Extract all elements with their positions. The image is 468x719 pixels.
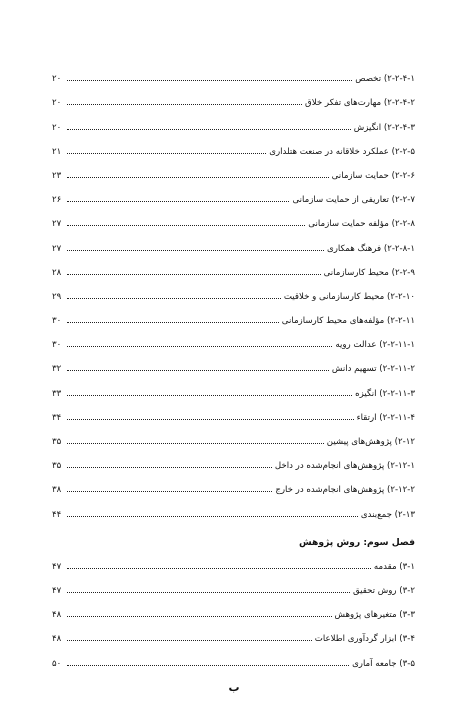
toc-entry-page-number: ۲۰ <box>52 98 62 109</box>
toc-entry-page-number: ۲۰ <box>52 122 62 133</box>
toc-entry <box>52 376 415 400</box>
toc-entry-page-number: ۲۸ <box>52 267 62 278</box>
toc-dot-leader <box>67 515 358 517</box>
table-of-contents <box>52 62 415 671</box>
toc-chapter-heading <box>52 522 415 550</box>
toc-dot-leader <box>67 442 324 444</box>
toc-entry <box>52 135 415 159</box>
toc-entry-page-number: ۳۸ <box>52 485 62 496</box>
toc-entry <box>52 401 415 425</box>
toc-entry-page-number: ۴۴ <box>52 509 62 520</box>
toc-dot-leader <box>67 128 351 130</box>
toc-entry-title: ۲-۲-۸-۱) فرهنگ همکاری <box>326 243 415 254</box>
toc-entry-title: ۲-۲-۴-۲) مهارت‌های تفکر خلاق <box>305 98 415 109</box>
toc-entry-page-number: ۳۴ <box>52 412 62 423</box>
toc-entry-title: ۳-۲) روش تحقیق <box>353 585 415 596</box>
toc-entry <box>52 159 415 183</box>
toc-dot-leader <box>67 591 350 593</box>
toc-dot-leader <box>67 79 352 81</box>
toc-dot-leader <box>67 321 279 323</box>
toc-entry-title: ۲-۲-۱۱-۴) ارتقاء <box>356 412 415 423</box>
toc-entry-page-number: ۵۰ <box>52 658 62 669</box>
toc-entry-title: ۲-۲-۵) عملکرد خلاقانه در صنعت هتلداری <box>269 146 415 157</box>
toc-entry-title: ۲-۲-۱۱-۱) عدالت رویه <box>335 340 415 351</box>
toc-entry-title: ۲-۲-۷) تعاریفی از حمایت سازمانی <box>292 195 415 206</box>
toc-dot-leader <box>67 466 272 468</box>
toc-entry <box>52 183 415 207</box>
toc-dot-leader <box>67 152 266 154</box>
toc-entry-title: فصل سوم: روش پژوهش <box>299 536 415 548</box>
toc-entry <box>52 473 415 497</box>
toc-entry <box>52 622 415 646</box>
toc-entry-title: ۲-۱۲) پژوهش‌های پیشین <box>326 437 415 447</box>
toc-dot-leader <box>67 490 272 492</box>
toc-entry-title: ۲-۱۲-۱) پژوهش‌های انجام‌شده در داخل <box>274 461 415 472</box>
toc-dot-leader <box>67 345 332 347</box>
toc-entry-title: ۲-۲-۹) محیط کارسازمانی <box>323 267 415 278</box>
toc-dot-leader <box>67 224 305 226</box>
toc-entry <box>52 646 415 670</box>
toc-entry <box>52 110 415 134</box>
toc-entry-page-number: ۲۹ <box>52 291 62 302</box>
toc-dot-leader <box>67 567 371 569</box>
toc-entry-title: ۲-۱۲-۲) پژوهش‌های انجام‌شده در خارج <box>275 485 415 496</box>
toc-entry <box>52 574 415 598</box>
toc-entry-page-number: ۲۳ <box>52 170 62 181</box>
toc-entry-page-number: ۴۷ <box>52 585 62 596</box>
page-number-footer: ب <box>228 681 240 694</box>
toc-dot-leader <box>67 103 302 105</box>
toc-entry-title: ۲-۲-۱۱) مؤلفه‌های محیط کارسازمانی <box>281 316 415 327</box>
toc-entry-title: ۳-۴) ابزار گردآوری اطلاعات <box>314 634 415 645</box>
toc-entry-title: ۳-۱) مقدمه <box>373 561 415 572</box>
toc-entry-page-number: ۳۵ <box>52 437 62 447</box>
toc-dot-leader <box>67 176 329 178</box>
toc-entry-page-number: ۲۰ <box>52 74 62 85</box>
toc-dot-leader <box>67 249 324 251</box>
toc-entry <box>52 425 415 449</box>
toc-entry-page-number: ۴۸ <box>52 610 62 621</box>
toc-entry <box>52 550 415 574</box>
toc-entry <box>52 449 415 473</box>
toc-entry-page-number: ۲۶ <box>52 195 62 206</box>
toc-entry-title: ۲-۲-۱۱-۲) تسهیم دانش <box>331 364 415 375</box>
toc-entry-title: ۳-۳) متغیرهای پژوهش <box>334 610 415 621</box>
toc-entry-page-number: ۴۷ <box>52 561 62 572</box>
toc-entry-title: ۲-۲-۶) حمایت سازمانی <box>331 170 415 181</box>
toc-entry <box>52 231 415 255</box>
toc-dot-leader <box>67 273 321 275</box>
toc-entry <box>52 62 415 86</box>
toc-entry-page-number: ۳۰ <box>52 340 62 351</box>
toc-entry-title: ۲-۲-۴-۱) تخصص <box>355 74 415 85</box>
toc-dot-leader <box>67 394 352 396</box>
toc-dot-leader <box>67 639 312 641</box>
toc-dot-leader <box>67 200 289 202</box>
toc-entry-page-number: ۲۱ <box>52 146 62 157</box>
toc-entry-title: ۳-۵) جامعه آماری <box>352 658 415 669</box>
toc-entry <box>52 352 415 376</box>
toc-entry <box>52 280 415 304</box>
toc-entry-title: ۲-۱۳) جمع‌بندی <box>360 509 415 520</box>
toc-entry <box>52 497 415 521</box>
toc-entry-title: ۲-۲-۴-۳) انگیزش <box>353 122 415 133</box>
toc-dot-leader <box>67 615 332 617</box>
toc-dot-leader <box>67 297 281 299</box>
toc-entry-page-number: ۳۲ <box>52 364 62 375</box>
toc-entry-title: ۲-۲-۸) مؤلفه حمایت سازمانی <box>308 219 415 230</box>
toc-entry-page-number: ۳۵ <box>52 461 62 472</box>
toc-entry-page-number: ۴۸ <box>52 634 62 645</box>
toc-entry-title: ۲-۲-۱۰) محیط کارسازمانی و خلاقیت <box>283 291 415 302</box>
toc-dot-leader <box>67 369 329 371</box>
toc-entry-title: ۲-۲-۱۱-۳) انگیزه <box>355 388 415 399</box>
toc-entry <box>52 304 415 328</box>
toc-entry <box>52 207 415 231</box>
toc-entry-page-number: ۲۷ <box>52 243 62 254</box>
toc-entry <box>52 86 415 110</box>
toc-dot-leader <box>67 664 349 666</box>
toc-entry-page-number: ۲۷ <box>52 219 62 230</box>
toc-entry-page-number: ۳۰ <box>52 316 62 327</box>
toc-entry <box>52 256 415 280</box>
toc-entry <box>52 598 415 622</box>
toc-dot-leader <box>67 418 354 420</box>
toc-entry <box>52 328 415 352</box>
toc-entry-page-number: ۳۳ <box>52 388 62 399</box>
